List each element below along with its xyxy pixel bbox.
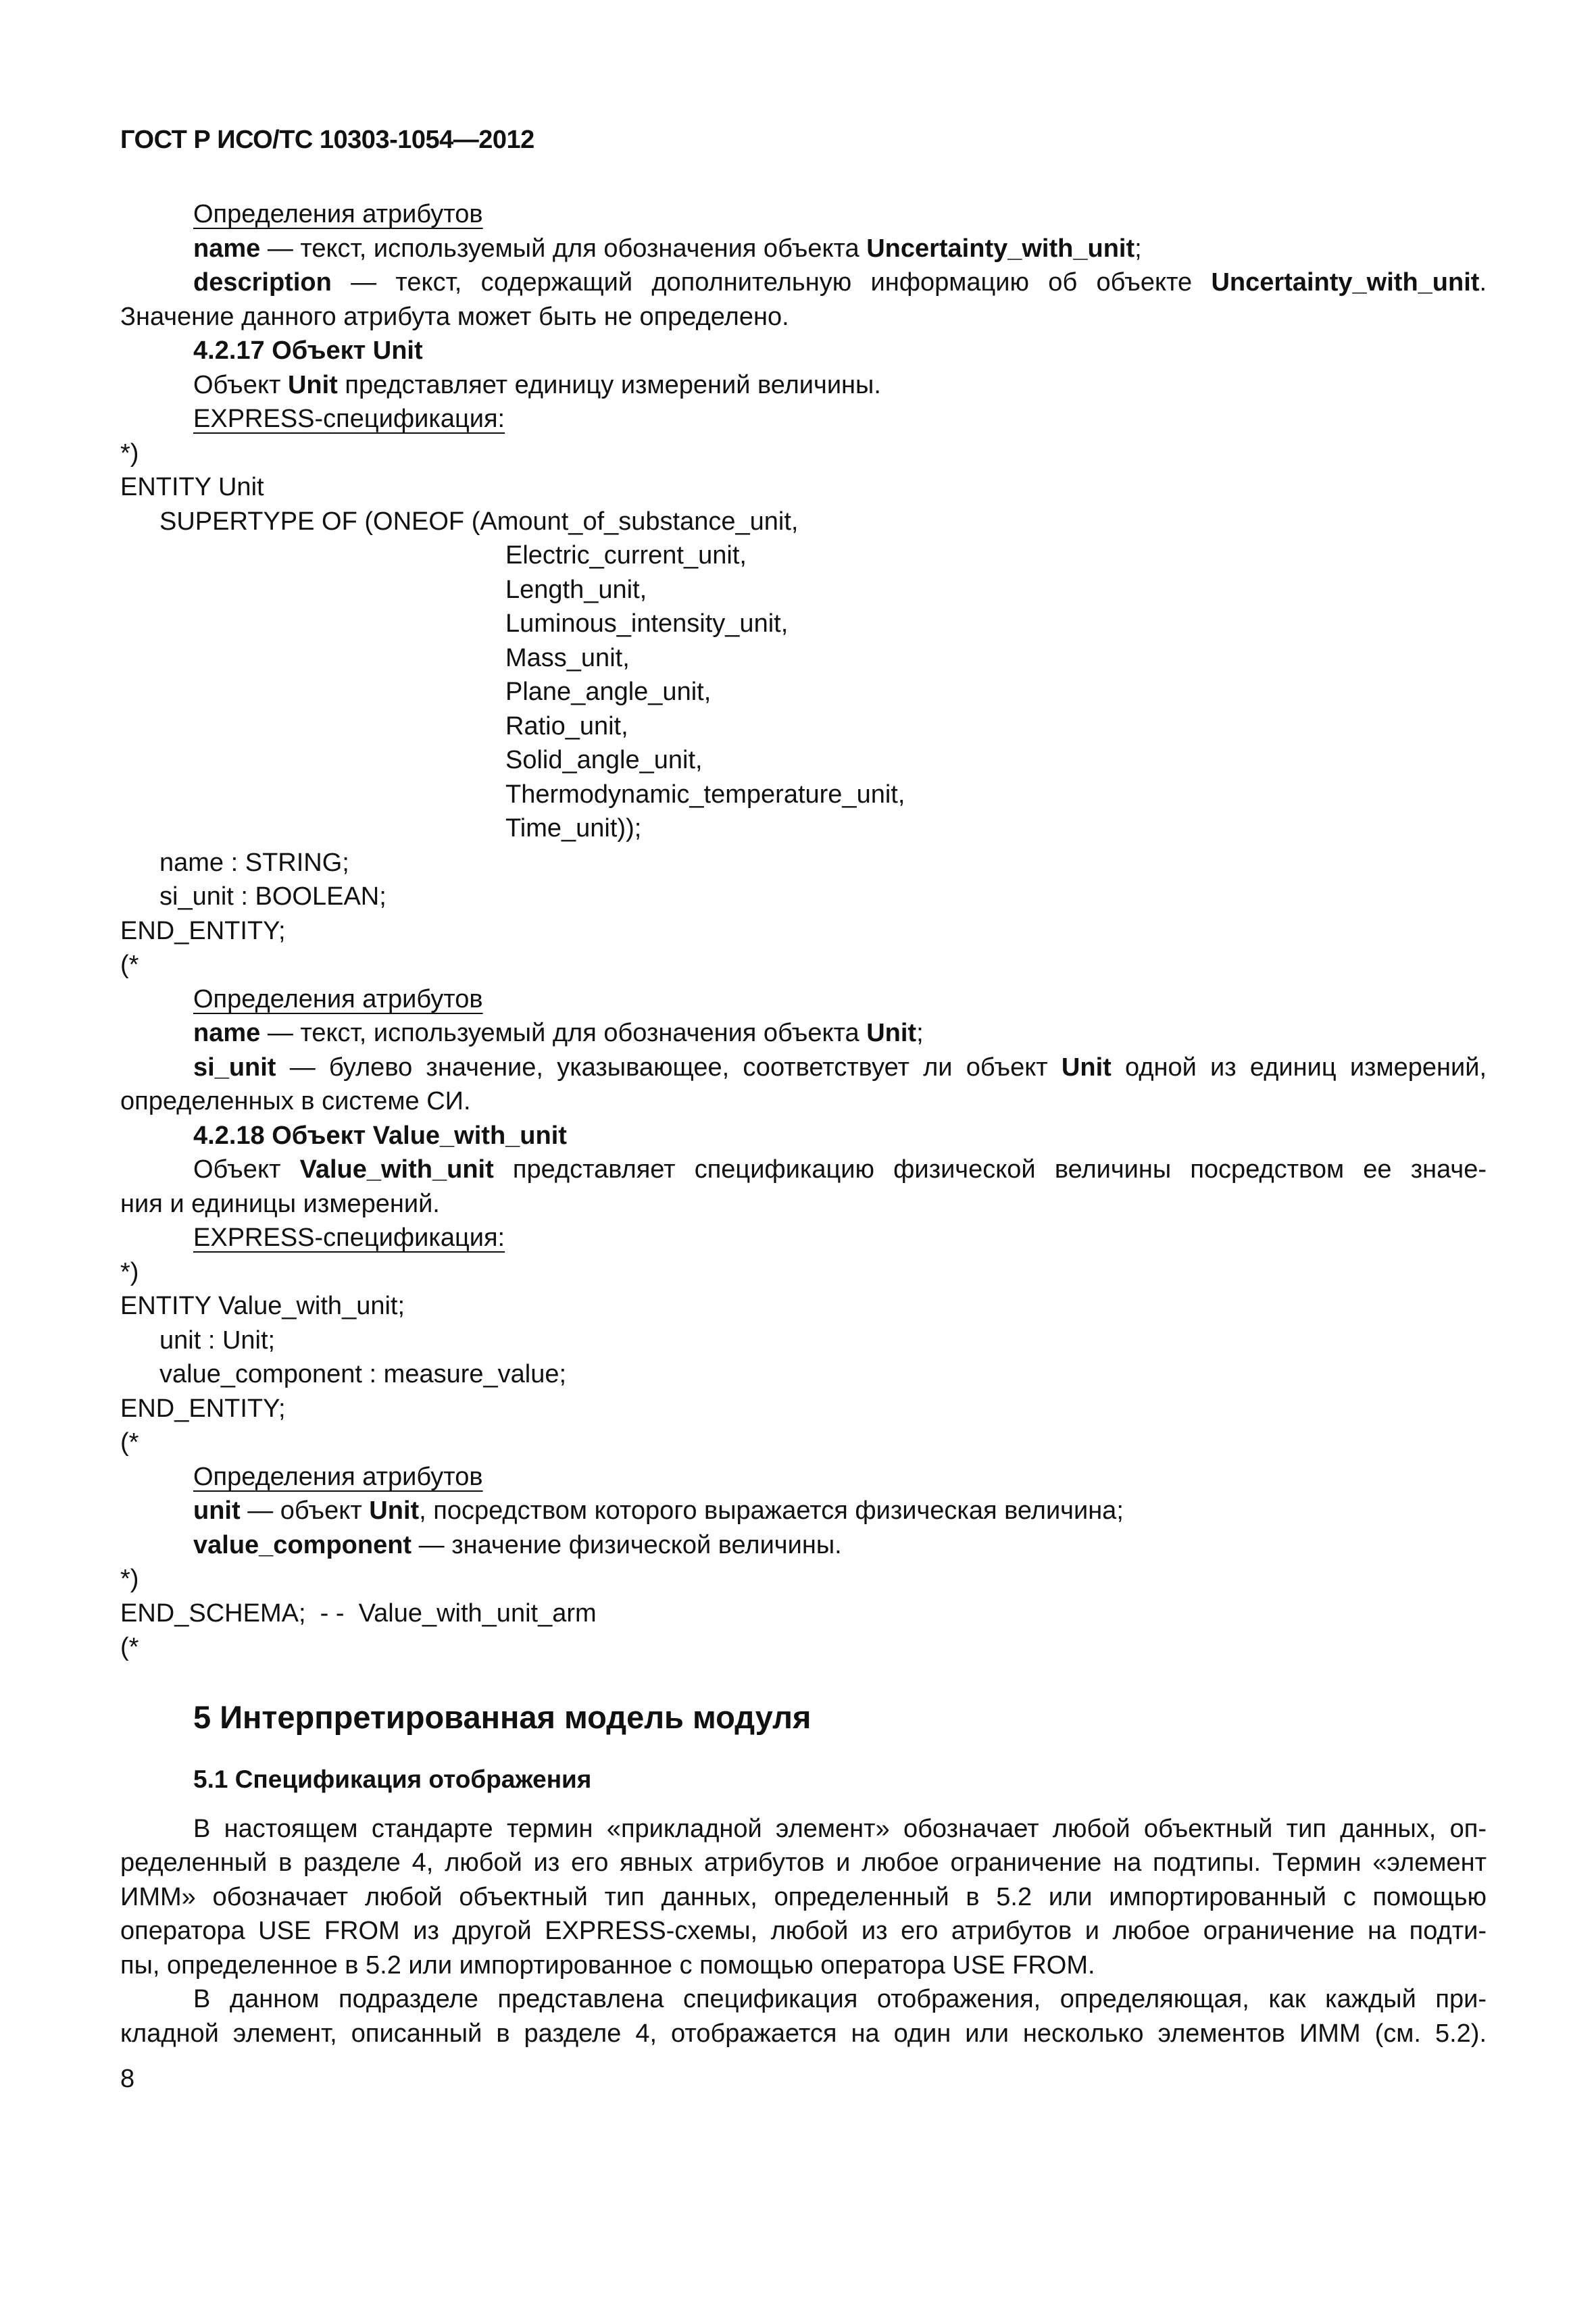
unit-intro: Объект Unit представляет единицу измерений величины. xyxy=(193,370,881,399)
document-body xyxy=(120,197,1487,2051)
attr-def-heading: Определения атрибутов xyxy=(193,1462,483,1491)
paragraph-line: ИММ» обозначает любой объектный тип данных, определенный в 5.2 или импортированный с помощью xyxy=(120,1882,1487,1911)
end-entity: END_ENTITY; xyxy=(120,916,286,945)
attr-def-name: name — текст, используемый для обозначения объекта Unit; xyxy=(193,1019,924,1047)
paragraph xyxy=(120,1982,1487,2051)
entity-unit: ENTITY Unit xyxy=(120,473,264,501)
comment-close: *) xyxy=(120,438,139,468)
comment-open: (* xyxy=(120,1633,139,1661)
subtype-item: Luminous_intensity_unit, xyxy=(505,609,789,638)
attr-value-component-decl: value_component : measure_value; xyxy=(159,1360,567,1388)
subtype-item: Length_unit, xyxy=(505,575,647,604)
subtype-item: Plane_angle_unit, xyxy=(505,678,712,706)
comment-open: (* xyxy=(120,1428,139,1457)
paragraph-line: В данном подразделе представлена спецификация отображения, определяющая, как каждый при- xyxy=(193,1985,1487,2013)
attr-def-description-cont: Значение данного атрибута может быть не определено. xyxy=(120,302,789,331)
vwu-intro-cont: ния и единицы измерений. xyxy=(120,1189,440,1218)
standard-header: ГОСТ Р ИСО/ТС 10303-1054—2012 xyxy=(120,126,534,154)
paragraph-line: В настоящем стандарте термин «прикладной элемент» обозначает любой объектный тип данных, оп- xyxy=(193,1814,1487,1843)
attr-def-si-unit-cont: определенных в системе СИ. xyxy=(120,1087,471,1115)
comment-close: *) xyxy=(120,1257,139,1286)
end-entity: END_ENTITY; xyxy=(120,1394,286,1423)
comment-close: *) xyxy=(120,1565,139,1593)
section-5-1-title: 5.1 Спецификация отображения xyxy=(193,1765,592,1793)
entity-value-with-unit: ENTITY Value_with_unit; xyxy=(120,1292,405,1320)
page-number: 8 xyxy=(120,2065,135,2093)
heading-4-2-17: 4.2.17 Объект Unit xyxy=(193,336,423,365)
subtype-item: Thermodynamic_temperature_unit, xyxy=(505,780,905,809)
express-spec-label: EXPRESS-спецификация: xyxy=(193,405,505,433)
end-schema: END_SCHEMA; - - Value_with_unit_arm xyxy=(120,1599,597,1628)
vwu-intro: Объект Value_with_unit представляет спецификацию физической величины посредством ее значе- xyxy=(193,1155,1487,1184)
attr-name-decl: name : STRING; xyxy=(159,848,349,877)
heading-4-2-18: 4.2.18 Объект Value_with_unit xyxy=(193,1121,567,1150)
attr-def-value-component: value_component — значение физической величины. xyxy=(193,1530,842,1559)
section-5-title: 5 Интерпретированная модель модуля xyxy=(193,1699,812,1735)
attr-def-name: name — текст, используемый для обозначения объекта Uncertainty_with_unit; xyxy=(193,234,1142,263)
attr-def-heading: Определения атрибутов xyxy=(193,984,483,1013)
supertype-line: SUPERTYPE OF (ONEOF (Amount_of_substance_unit, xyxy=(159,507,799,536)
paragraph-line: пы, определенное в 5.2 или импортированное с помощью оператора USE FROM. xyxy=(120,1951,1095,1980)
attr-def-heading: Определения атрибутов xyxy=(193,200,483,228)
subtype-item: Time_unit)); xyxy=(505,814,642,842)
subtype-item: Electric_current_unit, xyxy=(505,541,747,570)
subtype-item: Ratio_unit, xyxy=(505,711,628,740)
paragraph-line: кладной элемент, описанный в разделе 4, отображается на один или несколько элементов ИММ (см. 5.2). xyxy=(120,2019,1487,2048)
subtype-item: Mass_unit, xyxy=(505,643,630,672)
paragraph-line: ределенный в разделе 4, любой из его явных атрибутов и любое ограничение на подтипы. Термин «элемент xyxy=(120,1848,1487,1877)
attr-si-decl: si_unit : BOOLEAN; xyxy=(159,882,386,911)
subtype-item: Solid_angle_unit, xyxy=(505,746,703,774)
attr-def-description: description — текст, содержащий дополнительную информацию об объекте Uncertainty_with_unit. xyxy=(193,268,1487,297)
express-spec-label: EXPRESS-спецификация: xyxy=(193,1224,505,1252)
attr-unit-decl: unit : Unit; xyxy=(159,1326,276,1355)
comment-open: (* xyxy=(120,951,139,979)
attr-def-unit: unit — объект Unit, посредством которого выражается физическая величина; xyxy=(193,1496,1124,1525)
attr-def-si-unit: si_unit — булево значение, указывающее, соответствует ли объект Unit одной из единиц измерений, xyxy=(193,1053,1487,1082)
paragraph xyxy=(120,1812,1487,1983)
paragraph-line: оператора USE FROM из другой EXPRESS-схемы, любой из его атрибутов и любое ограничение на подти- xyxy=(120,1917,1487,1945)
